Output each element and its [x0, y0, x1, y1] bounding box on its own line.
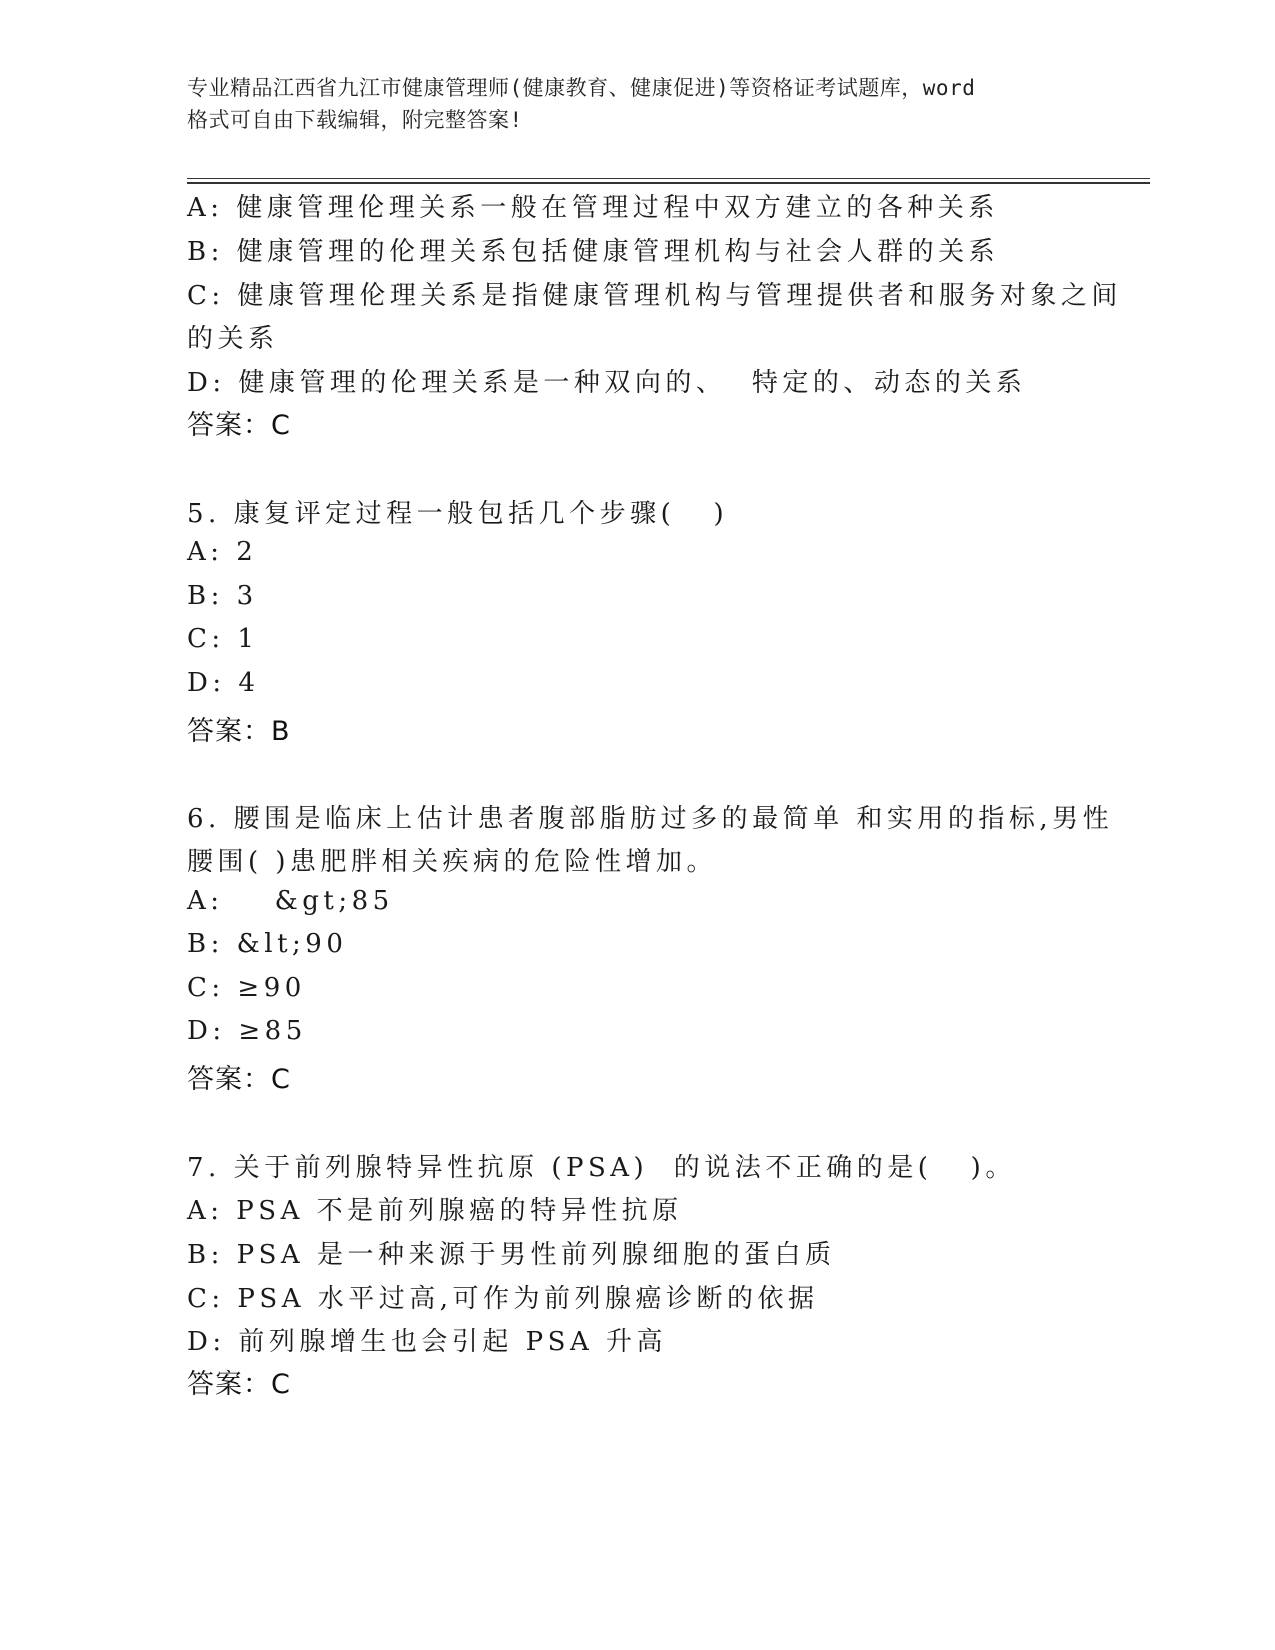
option-c: C: 健康管理伦理关系是指健康管理机构与管理提供者和服务对象之间 [187, 281, 1122, 311]
answer: 答案：C [187, 410, 291, 441]
option-c: C: 1 [187, 624, 259, 654]
answer: 答案：C [187, 1064, 291, 1095]
header-line-2: 格式可自由下载编辑，附完整答案! [187, 108, 523, 132]
question-stem: 5. 康复评定过程一般包括几个步骤( ) [187, 499, 729, 529]
option-d: D: 前列腺增生也会引起 PSA 升高 [187, 1327, 667, 1357]
option-b: B: PSA 是一种来源于男性前列腺细胞的蛋白质 [187, 1240, 836, 1270]
option-d: D: 健康管理的伦理关系是一种双向的、 特定的、动态的关系 [187, 368, 1027, 398]
option-d: D: 4 [187, 668, 260, 698]
option-b: B: 健康管理的伦理关系包括健康管理机构与社会人群的关系 [187, 237, 1000, 267]
option-b: B: &lt;90 [187, 929, 348, 959]
question-stem: 6. 腰围是临床上估计患者腹部脂肪过多的最简单 和实用的指标,男性 [187, 804, 1114, 834]
header-divider-thick [187, 182, 1150, 184]
option-a: A: 健康管理伦理关系一般在管理过程中双方建立的各种关系 [187, 193, 999, 223]
header-divider-thin [187, 178, 1150, 179]
answer: 答案：B [187, 716, 291, 747]
option-a: A: 2 [187, 537, 258, 567]
header-line-1: 专业精品江西省九江市健康管理师(健康教育、健康促进)等资格证考试题库，word [187, 76, 976, 100]
option-a: A: PSA 不是前列腺癌的特异性抗原 [187, 1196, 683, 1226]
option-c: C: PSA 水平过高,可作为前列腺癌诊断的依据 [187, 1284, 819, 1314]
question-stem: 7. 关于前列腺特异性抗原 (PSA) 的说法不正确的是( )。 [187, 1153, 1016, 1183]
option-b: B: 3 [187, 581, 258, 611]
answer: 答案：C [187, 1369, 291, 1400]
question-stem-continued: 腰围( )患肥胖相关疾病的危险性增加。 [187, 847, 718, 877]
document-header [187, 72, 1087, 136]
option-d: D: ≥85 [187, 1016, 307, 1046]
option-a: A: &gt;85 [187, 886, 394, 916]
option-c: C: ≥90 [187, 973, 306, 1003]
option-c-continued: 的关系 [187, 324, 279, 354]
